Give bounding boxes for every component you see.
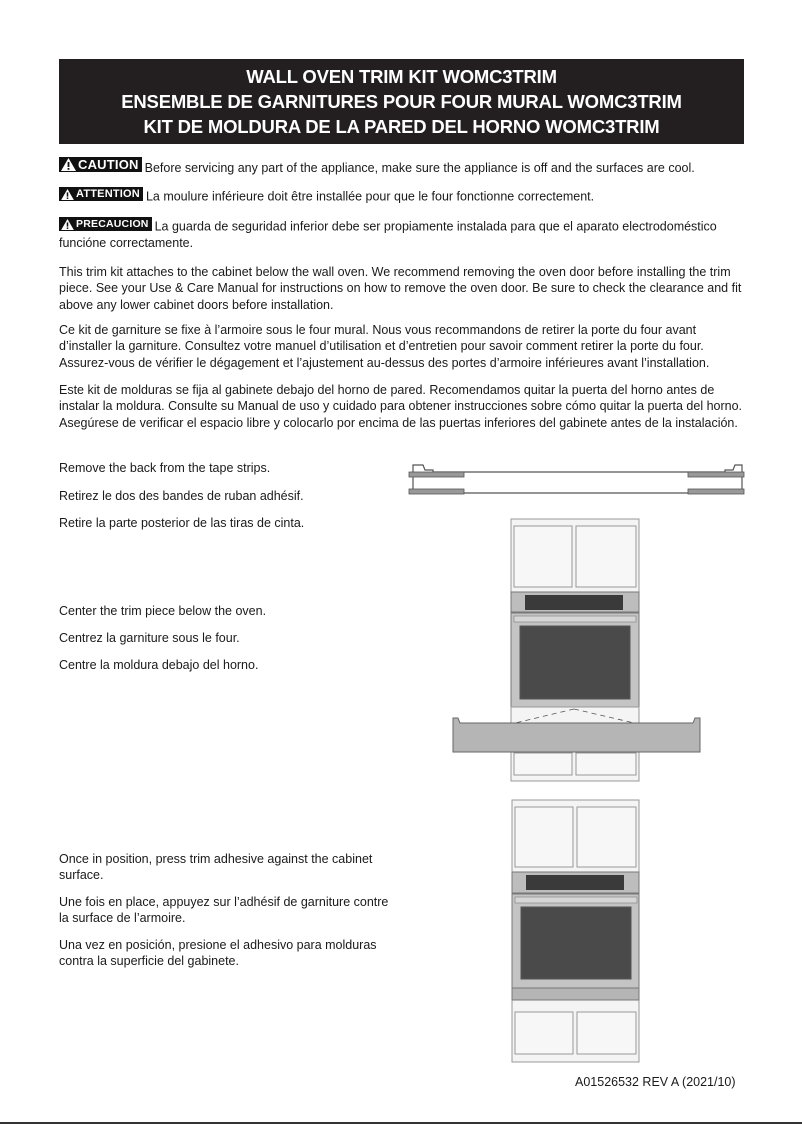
step3-spanish: Una vez en posición, presione el adhesivo para molduras contra la superficie del gabinete. [59,938,377,969]
caution-warning [59,157,749,176]
intro-french: Ce kit de garniture se fixe à l’armoire sous le four mural. Nous vous recommandons de retirer la porte du four avant d’installer la garniture. Consultez votre manuel d’utilisation et d’entretien pour savoir comment retirer la porte du four. Assurez-vous de vérifier le dégagement et l’ajustement au-dessus des portes d’armoire inférieures avant l’installation. [59,323,710,370]
tape-strip [688,472,744,477]
trim-piece-installed [512,988,639,1000]
intro-spanish: Este kit de molduras se fija al gabinete debajo del horno de pared. Recomendamos quitar la puerta del horno antes de instalar la moldura. Consulte su Manual de uso y cuidado para obtener instrucciones sobre cómo quitar la puerta del horno. Asegúrese de verificar el espacio libre y colocarlo por encima de las puertas inferiores del gabinete antes de la instalación. [59,383,743,430]
trim-piece [453,718,700,752]
warning-triangle-icon [61,189,74,200]
step3-english: Once in position, press trim adhesive against the cabinet surface. [59,852,373,883]
attention-badge: ATTENTION [59,187,143,201]
intro-english: This trim kit attaches to the cabinet below the wall oven. We recommend removing the oven door before installing the trim piece. See your Use & Care Manual for instructions on how to remove the oven door. Be sure to check the clearance and fit above any lower cabinet doors before installation. [59,265,742,312]
precaucion-text: La guarda de seguridad inferior debe ser propiamente instalada para que el aparato electrodoméstico funcióne correctamente. [59,219,717,250]
tape-strip [409,489,464,494]
precaucion-badge: PRECAUCION [59,217,152,231]
document-code: A01526532 REV A (2021/10) [575,1075,736,1089]
title-spanish: KIT DE MOLDURA DE LA PARED DEL HORNO WOMC3TRIM [143,116,660,137]
warning-triangle-icon [61,158,76,171]
oven-window [521,907,631,979]
title-banner [59,59,744,144]
tape-strip [688,489,744,494]
oven-window [520,626,630,699]
footer-divider [0,1122,802,1124]
trim-piece-figure [405,455,750,505]
step2-french: Centrez la garniture sous le four. [59,631,240,645]
caution-badge: CAUTION [59,157,142,172]
precaucion-warning [59,217,749,251]
step1-spanish: Retire la parte posterior de las tiras de cinta. [59,516,305,530]
oven-display [525,595,623,610]
tape-strip [409,472,464,477]
warning-triangle-icon [61,219,74,230]
title-english: WALL OVEN TRIM KIT WOMC3TRIM [246,66,557,87]
attention-warning [59,187,749,205]
oven-trim-installed-figure [500,795,650,1065]
step2-english: Center the trim piece below the oven. [59,604,267,618]
step1-french: Retirez le dos des bandes de ruban adhésif. [59,489,304,503]
step1-english: Remove the back from the tape strips. [59,461,271,475]
oven-trim-positioning-figure [445,515,710,785]
attention-text: La moulure inférieure doit être installée pour que le four fonctionne correctement. [145,189,595,204]
step2-spanish: Centre la moldura debajo del horno. [59,658,259,672]
oven-display [526,875,624,890]
title-french: ENSEMBLE DE GARNITURES POUR FOUR MURAL WOMC3TRIM [121,91,682,112]
step3-french: Une fois en place, appuyez sur l’adhésif de garniture contre la surface de l’armoire. [59,895,389,926]
caution-text: Before servicing any part of the appliance, make sure the appliance is off and the surfaces are cool. [144,161,695,175]
